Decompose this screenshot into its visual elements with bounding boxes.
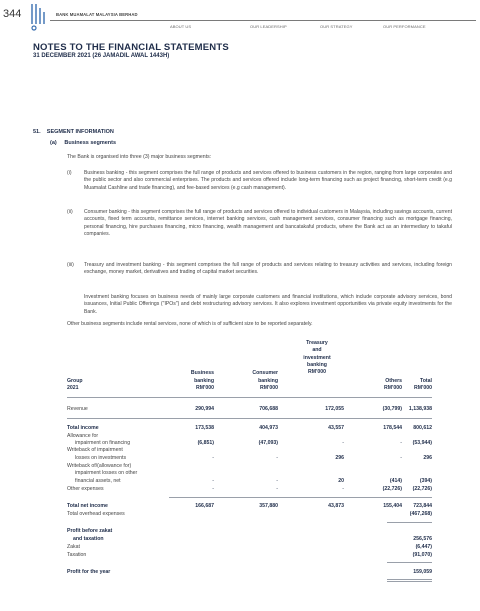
table-row-allowance-label: Allowance for [67, 433, 99, 439]
page-subtitle: 31 DECEMBER 2021 (26 JAMADIL AWAL 1443H) [33, 53, 170, 59]
header-divider [50, 20, 476, 21]
table-row-overhead: Total overhead expenses (467,268) [67, 511, 432, 517]
col-header-treasury: Treasury and investment banking RM'000 [303, 340, 331, 376]
final-double-line [387, 581, 432, 582]
section-title: SEGMENT INFORMATION [46, 129, 114, 135]
page-number: 344 [3, 8, 22, 20]
subtotal-divider [169, 497, 432, 498]
section-heading [33, 129, 114, 135]
page-header [0, 0, 480, 40]
col-header-consumer: Consumer banking RM'000 [252, 370, 278, 391]
table-row-writeback-financial-assets: financial assets, net - - 20 (414) (394) [75, 478, 432, 484]
segment-description-business: Business banking - this segment comprises the full range of products and services offered to business customers in the region, ranging from large corporates and the public sector and also commercial enterprises. The products and services offered include long-term financing such as project financing, short-term credit (e.g Muamalat Cashline and trade financing), and fee-based services (e.g cash management). [84, 170, 452, 191]
table-row-total-income: Total income 173,538 404,973 43,557 178,544 800,612 [67, 425, 432, 431]
other-segments-note: Other business segments include rental services, none of which is of sufficient size to be reported separately. [67, 321, 313, 327]
segment-description-consumer: Consumer banking - this segment comprises the full range of products and services offered to individual customers in Malaysia, including savings accounts, current accounts, fixed term accounts, remittance services, internet banking services, cash management services, consumer financing such as mortgage financing, personal financing, hire purchases financing, micro financing, wealth management and bancatakaful products, where the Bank act as an intermediary to takaful companies. [84, 209, 452, 238]
table-row-writeback-fin-label-2: impairment losses on other [75, 470, 138, 476]
table-row-pbzt-label: Profit before zakat [67, 528, 113, 534]
table-row-other-expenses: Other expenses - - - (22,726) (22,726) [67, 486, 432, 492]
table-row-profit-for-year: Profit for the year 159,059 [67, 569, 432, 575]
table-row-zakat: Zakat (6,447) [67, 544, 432, 550]
table-row-writeback-fin-label: Writeback of/(allowance for) [67, 463, 132, 469]
table-row-writeback-investments: losses on investments - - 296 - 296 [75, 455, 432, 461]
table-row-writeback-inv-label: Writeback of impairment [67, 447, 123, 453]
total-divider [387, 522, 432, 523]
intro-text: The Bank is organised into three (3) major business segments: [67, 154, 212, 160]
bank-logo-icon [28, 2, 50, 32]
table-row-allowance: impairment on financing (6,851) (47,093) - - (53,944) [75, 440, 432, 446]
subsection-title: Business segments [64, 140, 117, 146]
table-header-divider [67, 397, 432, 398]
subsection-heading [50, 140, 116, 146]
profit-divider [387, 562, 432, 563]
subsection-letter: (a) [50, 140, 57, 146]
table-row-taxation: Taxation (91,070) [67, 552, 432, 558]
table-row-revenue: Revenue 290,994 706,688 172,055 (30,799) 1,138,938 [67, 406, 432, 412]
section-number: 51. [33, 129, 41, 135]
item-number: (ii) [67, 209, 73, 215]
nav-about-us[interactable]: ABOUT US [170, 24, 192, 29]
row-divider [67, 418, 432, 419]
table-row-total-net-income: Total net income 166,687 357,880 43,873 155,404 723,844 [67, 503, 432, 509]
table-group-label: Group 2021 [67, 378, 83, 392]
col-header-total: Total RM'000 [414, 378, 432, 392]
item-number: (iii) [67, 262, 74, 268]
final-double-line [387, 579, 432, 580]
segment-description-treasury: Treasury and investment banking - this segment comprises the full range of products and services relating to treasury activities and services, including foreign exchange, money market, derivatives and trading of capital market securities. [84, 262, 452, 276]
nav-our-performance[interactable]: OUR PERFORMANCE [383, 24, 426, 29]
col-header-business: Business banking RM'000 [190, 370, 214, 391]
item-number: (i) [67, 170, 72, 176]
table-row-profit-before-zakat: and taxation 256,576 [73, 536, 432, 542]
page-title: NOTES TO THE FINANCIAL STATEMENTS [33, 42, 229, 53]
investment-banking-note: Investment banking focuses on business needs of mainly large corporate customers and financial institutions, which include corporate advisory services, bond issuances, Initial Public Offerings ("IPOs") and debt restructuring advisory services. It also explores investment opportunities via private equity investments for the Bank. [84, 294, 452, 315]
nav-our-strategy[interactable]: OUR STRATEGY [320, 24, 353, 29]
nav-our-leadership[interactable]: OUR LEADERSHIP [250, 24, 287, 29]
col-header-others: Others RM'000 [384, 378, 402, 392]
bank-name: BANK MUAMALAT MALAYSIA BERHAD [56, 12, 138, 17]
